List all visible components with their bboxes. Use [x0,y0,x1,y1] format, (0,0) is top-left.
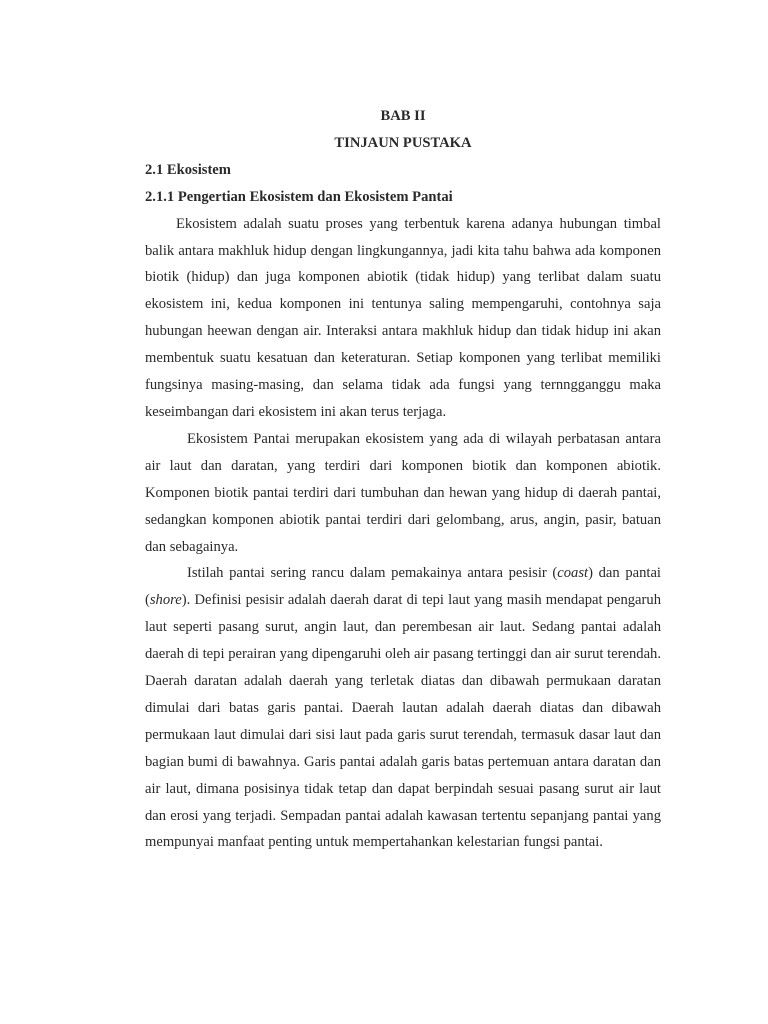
section-heading: 2.1 Ekosistem [145,161,231,178]
paragraph-text-part: ) dan pantai ( [145,565,661,609]
paragraph-text-part: Istilah pantai sering rancu dalam pemakainya antara pesisir ( [187,565,558,582]
paragraph-istilah-pantai [145,560,661,856]
chapter-title: TINJAUN PUSTAKA [334,134,472,151]
subsection-heading: 2.1.1 Pengertian Ekosistem dan Ekosistem Pantai [145,188,453,205]
paragraph-ekosistem: Ekosistem adalah suatu proses yang terbentuk karena adanya hubungan timbal balik antara makhluk hidup dengan lingkungannya, jadi kita tahu bahwa ada komponen biotik (hidup) dan juga komponen abiotik (tidak hidup) yang terlibat dalam suatu ekosistem ini, kedua komponen ini tentunya saling mempengaruhi, contohnya saja hubungan heewan dengan air. Interaksi antara makhluk hidup dan tidak hidup ini akan membentuk suatu kesatuan dan keteraturan. Setiap komponen yang terlibat memiliki fungsinya masing-masing, dan selama tidak ada fungsi yang ternngganggu maka keseimbangan dari ekosistem ini akan terus terjaga. [145,215,661,420]
paragraph-text-part: ). Definisi pesisir adalah daerah darat di tepi laut yang masih mendapat pengaruh laut seperti pasang surut, angin laut, dan perembesan air laut. Sedang pantai adalah daerah di tepi perairan yang dipengaruhi oleh air pasang tertinggi dan air surut terendah. Daerah daratan adalah daerah yang terletak diatas dan dibawah permukaan daratan dimulai dari batas garis pantai. Daerah lautan adalah daerah diatas dan dibawah permukaan laut dimulai dari sisi laut pada garis surut terendah, termasuk dasar laut dan bagian bumi di bawahnya. Garis pantai adalah garis batas pertemuan antara daratan dan air laut, dimana posisinya tidak tetap dan dapat berpindah sesuai pasang surut air laut dan erosi yang terjadi. Sempadan pantai adalah kawasan tertentu sepanjang pantai yang mempunyai manfaat penting untuk mempertahankan kelestarian fungsi pantai. [145,592,661,851]
term-coast: coast [557,565,589,582]
page-content [145,103,661,856]
paragraph-ekosistem-pantai: Ekosistem Pantai merupakan ekosistem yang ada di wilayah perbatasan antara air laut dan daratan, yang terdiri dari komponen biotik dan komponen abiotik. Komponen biotik pantai terdiri dari tumbuhan dan hewan yang hidup di daerah pantai, sedangkan komponen abiotik pantai terdiri dari gelombang, arus, angin, pasir, batuan dan sebagainya. [145,430,661,555]
chapter-number: BAB II [380,108,426,124]
term-shore: shore [149,592,182,609]
